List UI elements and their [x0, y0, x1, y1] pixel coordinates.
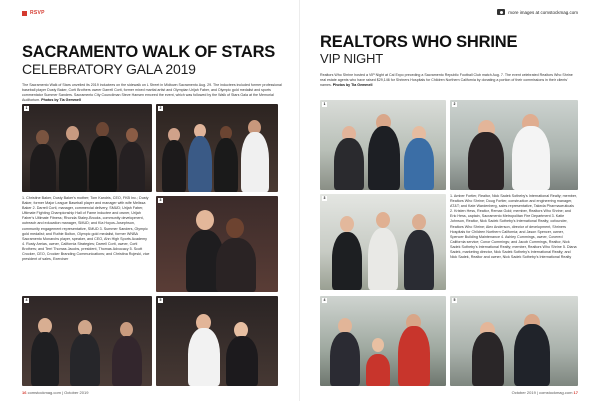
left-photo-4: [22, 296, 152, 386]
left-intro: [22, 83, 292, 103]
section-tag-label: RSVP: [30, 10, 45, 16]
more-images-label[interactable]: more images at comstockmag.com: [508, 9, 578, 15]
right-subhead: VIP NIGHT: [320, 51, 383, 66]
right-headline: REALTORS WHO SHRINE: [320, 33, 518, 51]
right-intro-credit: Photos by Tia Gemmell: [332, 83, 373, 87]
left-caption: 1. Christine Baker, Dusty Baker's mother; Tom Kandris, CEO, FKB Inc.; Dusty Baker, former Major League Baseball player and manager with wife Melissa Baker 2. Darrell Corti, manager, commercial delivery, SMUD; Urijah Faber, Ultimate Fighting Championship Hall of Fame inductee and owner, Urijah Faber's Ultimate Fitness; Rhonda Staley-Brooks, community development, outreach and education manager, SMUD; and Kia Hoyos-Josephson, community engagement representative, SMUD 3. Summer Sanders, Olympic gold medalist; and Ruthie Bolton, Olympic gold medalist, former WNBA Sacramento Monarchs player, speaker, and CEO, Ahn High Sports Academy 4. Rusty Areias, owner, California Strategies; Darrell Corti, owner, Corti Brothers; and Terri Thomas Jacobs, president, Thomas Advocacy 5. Scott Crocker, CEO, Crocker Branding Communications; and Christina Rojeski, vice president of sales, Exerciser: [22, 196, 150, 262]
left-photo-2: [156, 104, 278, 192]
right-photo-5: [450, 296, 578, 386]
left-headline: SACRAMENTO WALK OF STARS: [22, 43, 276, 61]
photo-number: 2: [159, 106, 162, 110]
left-folio: [22, 390, 88, 395]
right-intro-text: Realtors Who Shrine hosted a VIP Night at Cal Expo preceding a Sacramento Republic Football Club match Aug. 7. The event celebrated Realtors Who Shrine real estate agents who have raised $29,146 for Shriners Hospitals for Children Northern California by donating a portion of their commissions in their clients' names.: [320, 73, 573, 87]
photo-number: 1: [25, 106, 28, 110]
left-intro-text: The Sacramento Walk of Stars unveiled its 2019 inductees on the sidewalk on L Street in Midtown Sacramento Aug. 29. The inductees included former professional baseball player Dusty Baker, Corti Brothers owner Darrell Corti, former mixed martial artist and Olympian Urijah Faber, and Olympic gold medalist and sports commentator Summer Sanders. Sacramento City Councilman Steve Hansen emceed the event, which was followed by the Walk of Stars Gala at the Memorial Auditorium.: [22, 83, 282, 102]
right-photo-1: [320, 100, 446, 190]
page-number: 16: [22, 390, 27, 395]
photo-number: 2: [453, 102, 456, 106]
section-tag: [22, 8, 292, 18]
folio-text: October 2019 | comstockmag.com: [511, 390, 573, 395]
left-photo-1: [22, 104, 152, 192]
right-photo-3: [320, 194, 446, 290]
right-caption: 1. Amber Fortier, Realtor, Nick Sadek Sotheby's International Realty; member, Realtors Who Shrine; Doug Fortier, construction and engineering manager, AT&T; and Kate Wardenberg, sales representative, Takeda Pharmaceuticals 2. Kristen Hess, Realtor, Remax Gold; member, Realtors Who Shrine; and Eric Hess, captain, Sacramento Metropolitan Fire Department 3. Katie Johnson, Realtor, Nick Sadek Sotheby's International Realty; cofounder, Realtors Who Shrine; Alex Anderson, director of development, Shriners Hospitals for Children Northern California; and Jason Spencer, owner, Spencer Building Maintenance 4. Ashley Cummings, owner, Covered California service; Conor Cummings; and Jacob Cummings, Realtor, Nick Sadek Sotheby's International Realty; member, Realtors Who Shrine 5. Diana Sadek, marketing director, Nick Sadek Sotheby's International Realty; and Nick Sadek, Realtor and owner, Nick Sadek Sotheby's International Realty: [450, 194, 577, 260]
photo-number: 5: [453, 298, 456, 302]
photo-number: 1: [323, 102, 326, 106]
right-photo-2: [450, 100, 578, 190]
page-number: 17: [573, 390, 578, 395]
more-images-link[interactable]: [497, 9, 578, 15]
photo-number: 4: [25, 298, 28, 302]
left-subhead: CELEBRATORY GALA 2019: [22, 61, 196, 77]
photo-number: 3: [323, 196, 326, 200]
photo-number: 4: [323, 298, 326, 302]
photo-number: 5: [159, 298, 162, 302]
right-intro: [320, 73, 578, 88]
camera-icon: [497, 9, 505, 15]
photo-number: 3: [159, 198, 162, 202]
right-photo-4: [320, 296, 446, 386]
folio-text: comstockmag.com | October 2019: [27, 390, 89, 395]
left-photo-5: [156, 296, 278, 386]
left-intro-credit: Photos by Tia Gemmell: [41, 98, 81, 102]
right-folio: [512, 390, 578, 395]
left-photo-3: [156, 196, 278, 292]
section-tag-marker: [22, 11, 27, 16]
